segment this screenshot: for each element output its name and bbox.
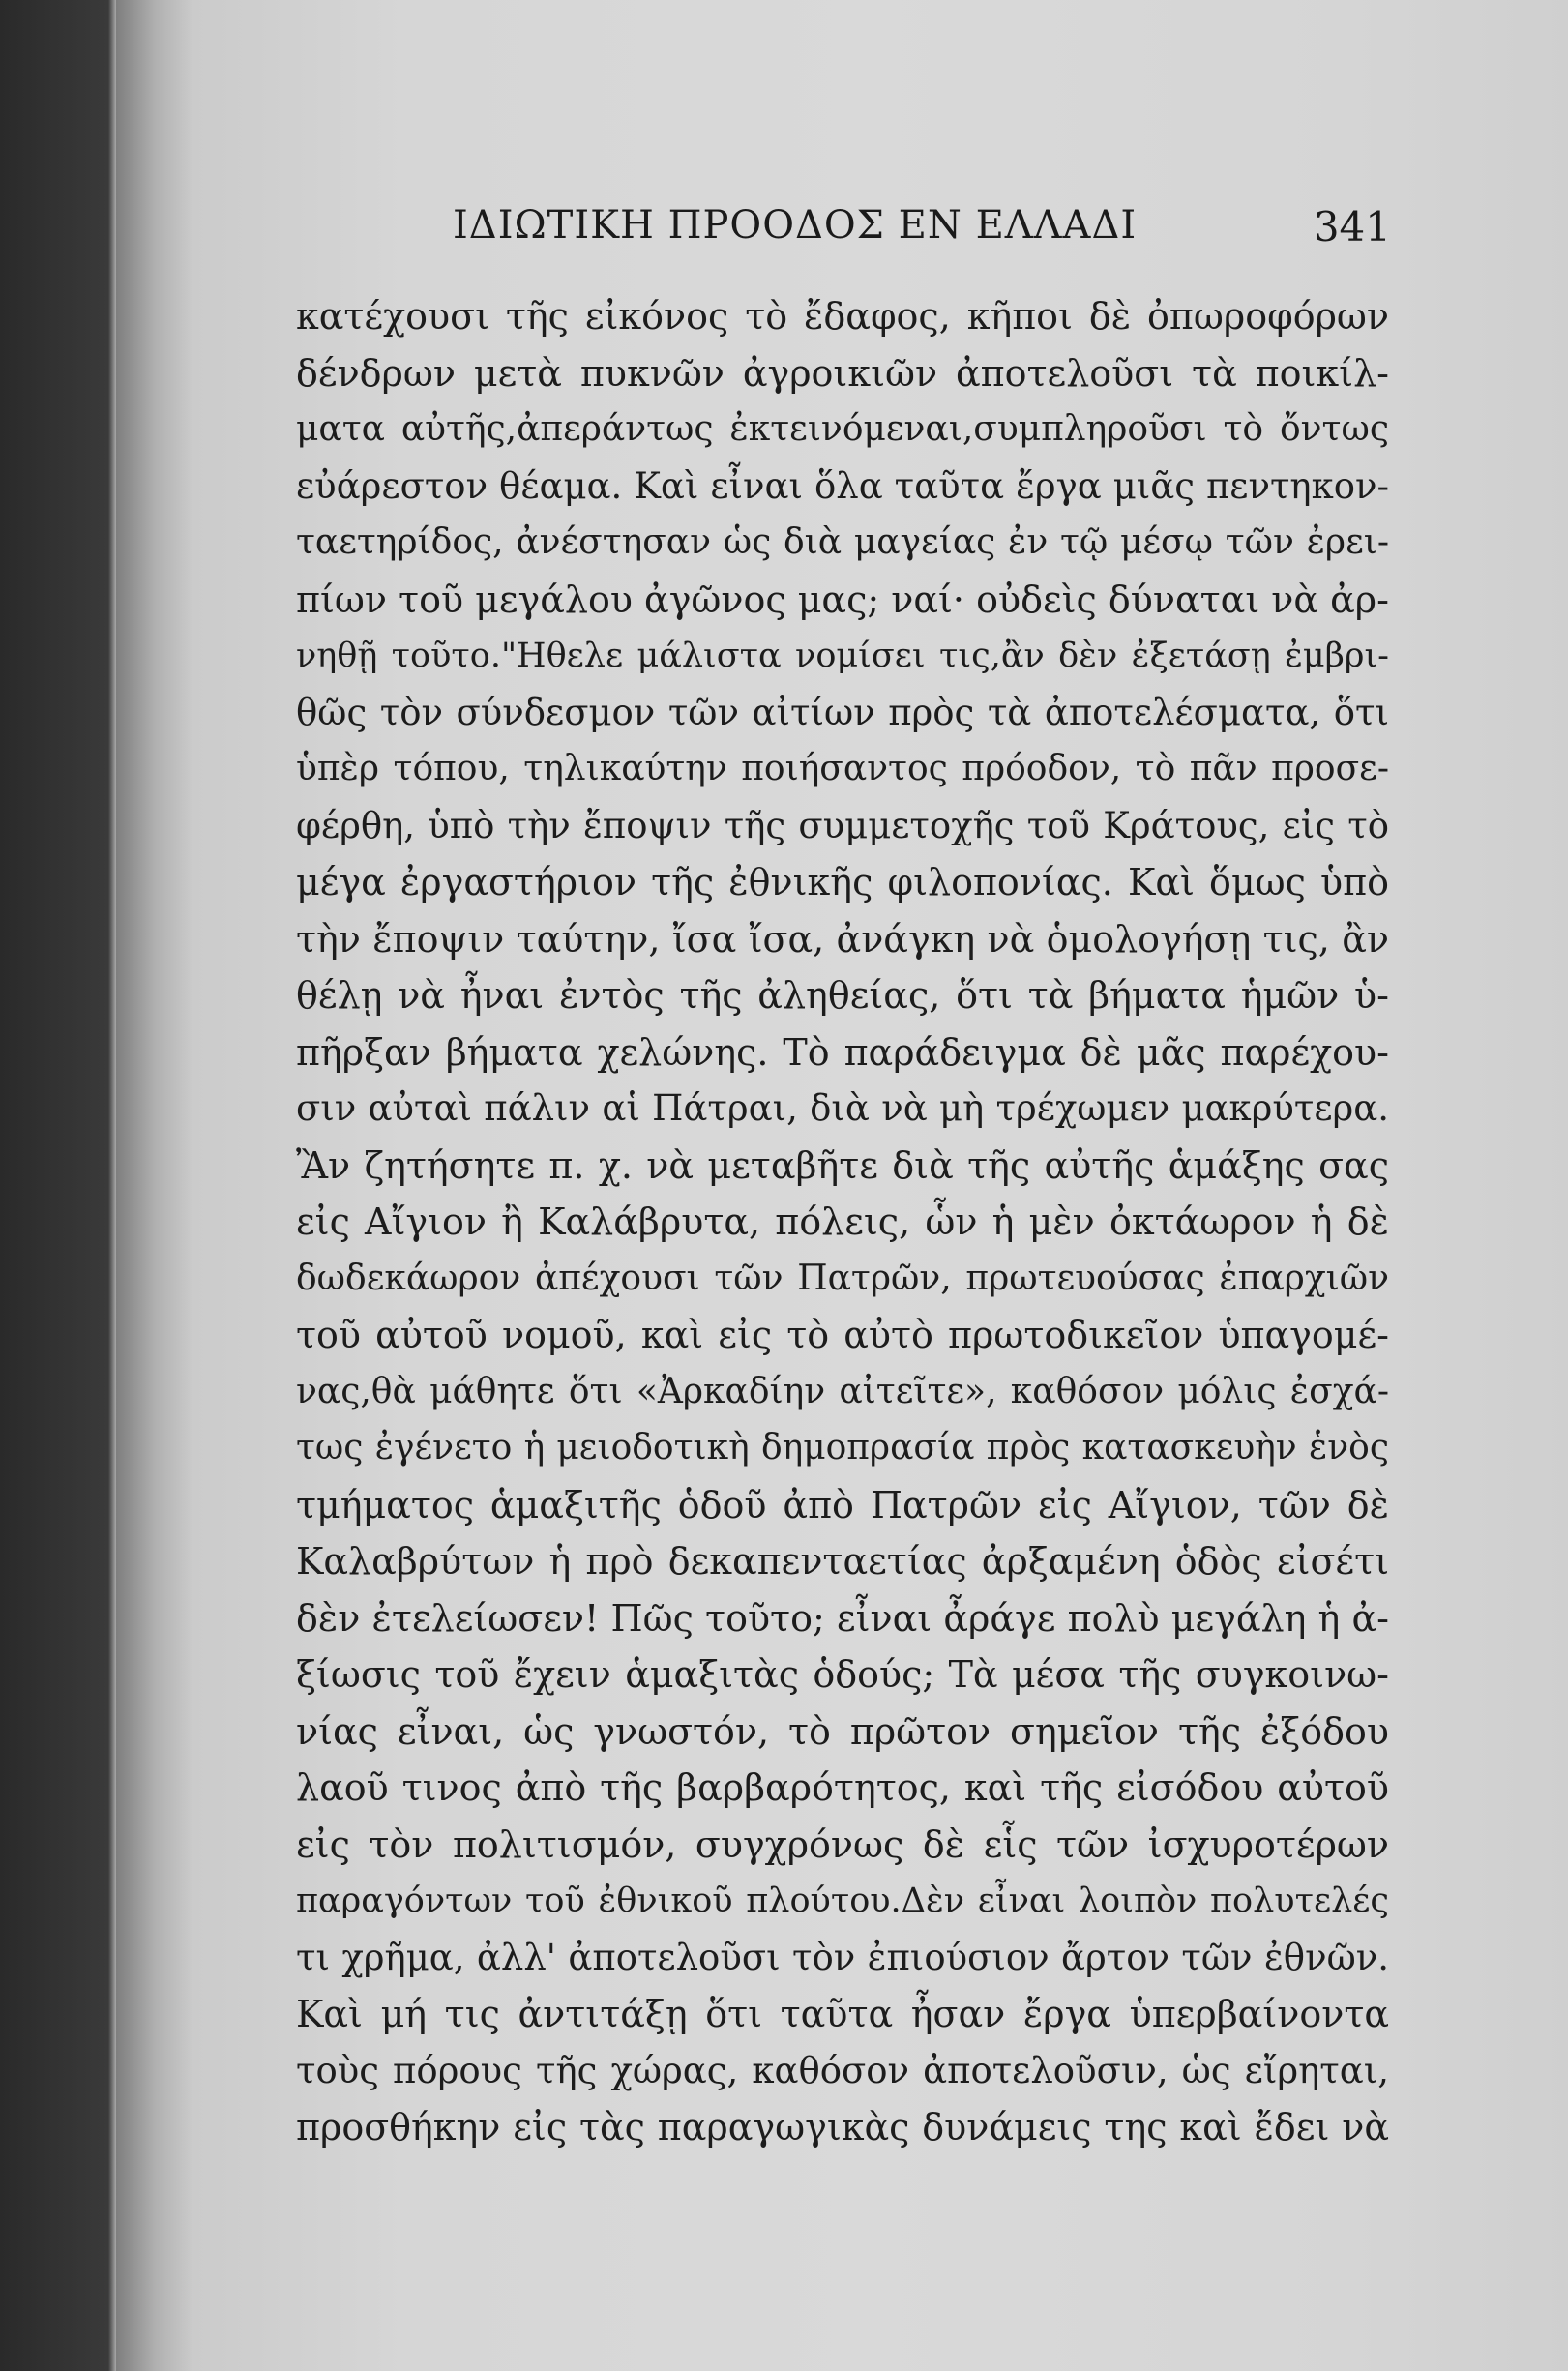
text-line: τοῦ αὐτοῦ νομοῦ, καὶ εἰς τὸ αὐτὸ πρωτοδικεῖον ὑπαγομέ- <box>296 1314 1389 1356</box>
text-line: ταετηρίδος, ἀνέστησαν ὡς διὰ μαγείας ἐν τῷ μέσῳ τῶν ἐρει- <box>296 522 1389 562</box>
text-line: κατέχουσι τῆς εἰκόνος τὸ ἔδαφος, κῆποι δὲ ὀπωροφόρων <box>296 295 1389 338</box>
text-line: φέρθη, ὑπὸ τὴν ἔποψιν τῆς συμμετοχῆς τοῦ Κράτους, εἰς τὸ <box>296 804 1389 846</box>
text-line: σιν αὐταὶ πάλιν αἱ Πάτραι, διὰ νὰ μὴ τρέχωμεν μακρύτερα. <box>296 1087 1389 1129</box>
text-line: νας,θὰ μάθητε ὅτι «Ἀρκαδίην αἰτεῖτε», καθόσον μόλις ἐσχά- <box>296 1371 1389 1411</box>
text-line: πίων τοῦ μεγάλου ἀγῶνος μας; ναί· οὐδεὶς δύναται νὰ ἀρ- <box>296 578 1389 621</box>
text-line: δένδρων μετὰ πυκνῶν ἀγροικιῶν ἀποτελοῦσι τὰ ποικίλ- <box>296 351 1389 395</box>
text-line: νηθῇ τοῦτο."Ηθελε μάλιστα νομίσει τις,ἂν δὲν ἐξετάσῃ ἐμβρι- <box>296 637 1389 675</box>
text-line: παραγόντων τοῦ ἐθνικοῦ πλούτου.Δὲν εἶναι λοιπὸν πολυτελές <box>296 1882 1389 1920</box>
text-line: θέλῃ νὰ ἦναι ἐντὸς τῆς ἀληθείας, ὅτι τὰ βήματα ἡμῶν ὑ- <box>296 974 1389 1017</box>
text-line: Ἂν ζητήσητε π. χ. νὰ μεταβῆτε διὰ τῆς αὐτῆς ἁμάξης σας <box>296 1143 1389 1187</box>
text-line: προσθήκην εἰς τὰς παραγωγικὰς δυνάμεις της καὶ ἔδει νὰ <box>296 2106 1389 2149</box>
text-line: νίας εἶναι, ὡς γνωστόν, τὸ πρῶτον σημεῖον τῆς ἐξόδου <box>296 1709 1389 1753</box>
text-line: τμήματος ἁμαξιτῆς ὁδοῦ ἀπὸ Πατρῶν εἰς Αἴγιον, τῶν δὲ <box>296 1483 1389 1526</box>
text-line: Καλαβρύτων ἡ πρὸ δεκαπενταετίας ἀρξαμένη ὁδὸς εἰσέτι <box>296 1540 1389 1583</box>
text-line: πῆρξαν βήματα χελώνης. Τὸ παράδειγμα δὲ μᾶς παρέχου- <box>296 1030 1389 1074</box>
running-head <box>298 203 1391 261</box>
text-line: εἰς τὸν πολιτισμόν, συγχρόνως δὲ εἷς τῶν ἰσχυροτέρων <box>296 1823 1389 1866</box>
text-line: θῶς τὸν σύνδεσμον τῶν αἰτίων πρὸς τὰ ἀποτελέσματα, ὅτι <box>296 691 1389 733</box>
book-gutter <box>116 0 193 2371</box>
text-line: εἰς Αἴγιον ἢ Καλάβρυτα, πόλεις, ὧν ἡ μὲν ὀκτάωρον ἡ δὲ <box>296 1200 1389 1243</box>
text-line: λαοῦ τινος ἀπὸ τῆς βαρβαρότητος, καὶ τῆς εἰσόδου αὐτοῦ <box>296 1766 1389 1809</box>
text-line: ματα αὐτῆς,ἀπεράντως ἐκτεινόμεναι,συμπληροῦσι τὸ ὄντως <box>296 409 1389 449</box>
text-line: μέγα ἐργαστήριον τῆς ἐθνικῆς φιλοπονίας. Καὶ ὅμως ὑπὸ <box>296 861 1389 904</box>
text-line: τὴν ἔποψιν ταύτην, ἴσα ἴσα, ἀνάγκη νὰ ὁμολογήσῃ τις, ἂν <box>296 917 1389 961</box>
text-line: δὲν ἐτελείωσεν! Πῶς τοῦτο; εἶναι ἆράγε πολὺ μεγάλη ἡ ἀ- <box>296 1596 1389 1640</box>
body-text <box>296 288 1389 2156</box>
text-line: ὑπὲρ τόπου, τηλικαύτην ποιήσαντος πρόοδον, τὸ πᾶν προσε- <box>296 749 1389 788</box>
text-line: τι χρῆμα, ἀλλ' ἀποτελοῦσι τὸν ἐπιούσιον ἄρτον τῶν ἐθνῶν. <box>296 1936 1389 1978</box>
text-line: τοὺς πόρους τῆς χώρας, καθόσον ἀποτελοῦσιν, ὡς εἴρηται, <box>296 2049 1389 2091</box>
text-line: δωδεκάωρον ἀπέχουσι τῶν Πατρῶν, πρωτευούσας ἐπαρχιῶν <box>296 1258 1389 1298</box>
page-number: 341 <box>1313 203 1391 251</box>
running-title: ΙΔΙΩΤΙΚΗ ΠΡΟΟΔΟΣ ΕΝ ΕΛΛΑΔΙ <box>453 203 1138 248</box>
text-line: εὐάρεστον θέαμα. Καὶ εἶναι ὅλα ταῦτα ἔργα μιᾶς πεντηκον- <box>296 464 1389 507</box>
text-line: ξίωσις τοῦ ἔχειν ἁμαξιτὰς ὁδούς; Τὰ μέσα τῆς συγκοινω- <box>296 1653 1389 1696</box>
text-line: Καὶ μή τις ἀντιτάξῃ ὅτι ταῦτα ἦσαν ἔργα ὑπερβαίνοντα <box>296 1993 1389 2035</box>
text-line: τως ἐγένετο ἡ μειοδοτικὴ δημοπρασία πρὸς κατασκευὴν ἑνὸς <box>296 1428 1389 1467</box>
